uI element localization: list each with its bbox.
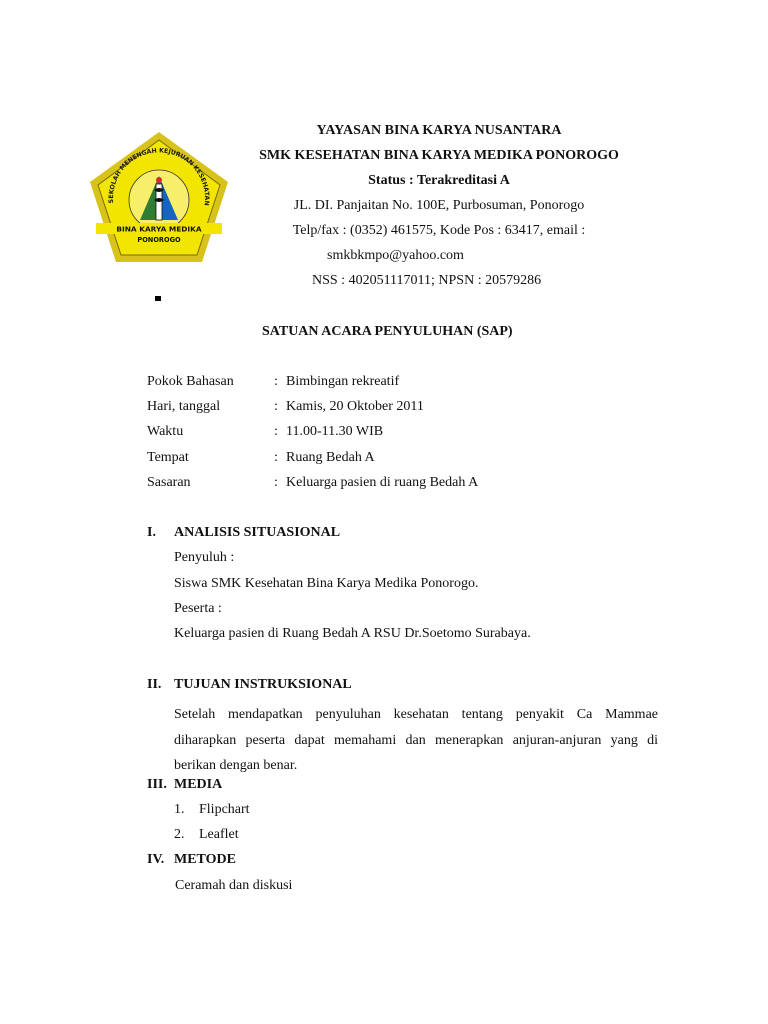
section-heading: METODE	[174, 852, 236, 867]
field-label: Tempat	[147, 450, 189, 465]
field-colon: :	[274, 450, 278, 465]
document-title: SATUAN ACARA PENYULUHAN (SAP)	[262, 324, 513, 339]
field-colon: :	[274, 399, 278, 414]
logo-name-line2: PONOROGO	[137, 236, 181, 244]
logo-ring-text: SEKOLAH MENENGAH KEJURUAN KESEHATAN	[107, 147, 211, 207]
section-text-line: Ceramah dan diskusi	[175, 878, 293, 893]
list-item: Leaflet	[199, 827, 239, 842]
list-item-number: 2.	[174, 827, 185, 842]
section-text-line: Penyuluh :	[174, 550, 235, 565]
field-value: Keluarga pasien di ruang Bedah A	[286, 475, 479, 490]
section-number: II.	[147, 677, 162, 692]
school-name: SMK KESEHATAN BINA KARYA MEDIKA PONOROGO	[259, 148, 619, 163]
section-text-line: Siswa SMK Kesehatan Bina Karya Medika Ponorogo.	[174, 576, 479, 591]
paragraph-line: berikan dengan benar.	[174, 758, 298, 773]
field-colon: :	[274, 475, 278, 490]
section-heading: TUJUAN INSTRUKSIONAL	[174, 677, 352, 692]
school-contact: Telp/fax : (0352) 461575, Kode Pos : 63417, email :	[292, 223, 586, 238]
school-address: JL. DI. Panjaitan No. 100E, Purbosuman, Ponorogo	[293, 198, 585, 213]
foundation-name: YAYASAN BINA KARYA NUSANTARA	[316, 123, 562, 138]
section-heading: ANALISIS SITUASIONAL	[174, 525, 341, 540]
section-text-line: Keluarga pasien di Ruang Bedah A RSU Dr.Soetomo Surabaya.	[174, 626, 531, 641]
paragraph-line: Setelah mendapatkan penyuluhan kesehatan tentang penyakit Ca Mammae	[174, 707, 658, 722]
section-paragraph	[174, 702, 658, 779]
field-value: Ruang Bedah A	[286, 450, 375, 465]
school-nss-npsn: NSS : 402051117011; NPSN : 20579286	[312, 273, 542, 288]
section-heading: MEDIA	[174, 777, 223, 792]
accreditation-status: Status : Terakreditasi A	[368, 173, 510, 188]
field-value: 11.00-11.30 WIB	[286, 424, 384, 439]
stray-mark	[155, 296, 161, 301]
section-number: III.	[147, 777, 167, 792]
school-email: smkbkmpo@yahoo.com	[327, 248, 464, 263]
field-label: Hari, tanggal	[147, 399, 221, 414]
field-label: Pokok Bahasan	[147, 374, 234, 389]
section-number: I.	[147, 525, 156, 540]
logo-name-line1: BINA KARYA MEDIKA	[116, 224, 202, 234]
field-value: Bimbingan rekreatif	[286, 374, 400, 389]
field-colon: :	[274, 424, 278, 439]
list-item-number: 1.	[174, 802, 185, 817]
field-colon: :	[274, 374, 278, 389]
paragraph-line: diharapkan peserta dapat memahami dan menerapkan anjuran-anjuran yang di	[174, 732, 658, 748]
field-value: Kamis, 20 Oktober 2011	[286, 399, 424, 414]
list-item: Flipchart	[199, 802, 250, 817]
field-label: Sasaran	[147, 475, 191, 490]
section-number: IV.	[147, 852, 165, 867]
section-text-line: Peserta :	[174, 601, 222, 616]
field-label: Waktu	[147, 424, 184, 439]
